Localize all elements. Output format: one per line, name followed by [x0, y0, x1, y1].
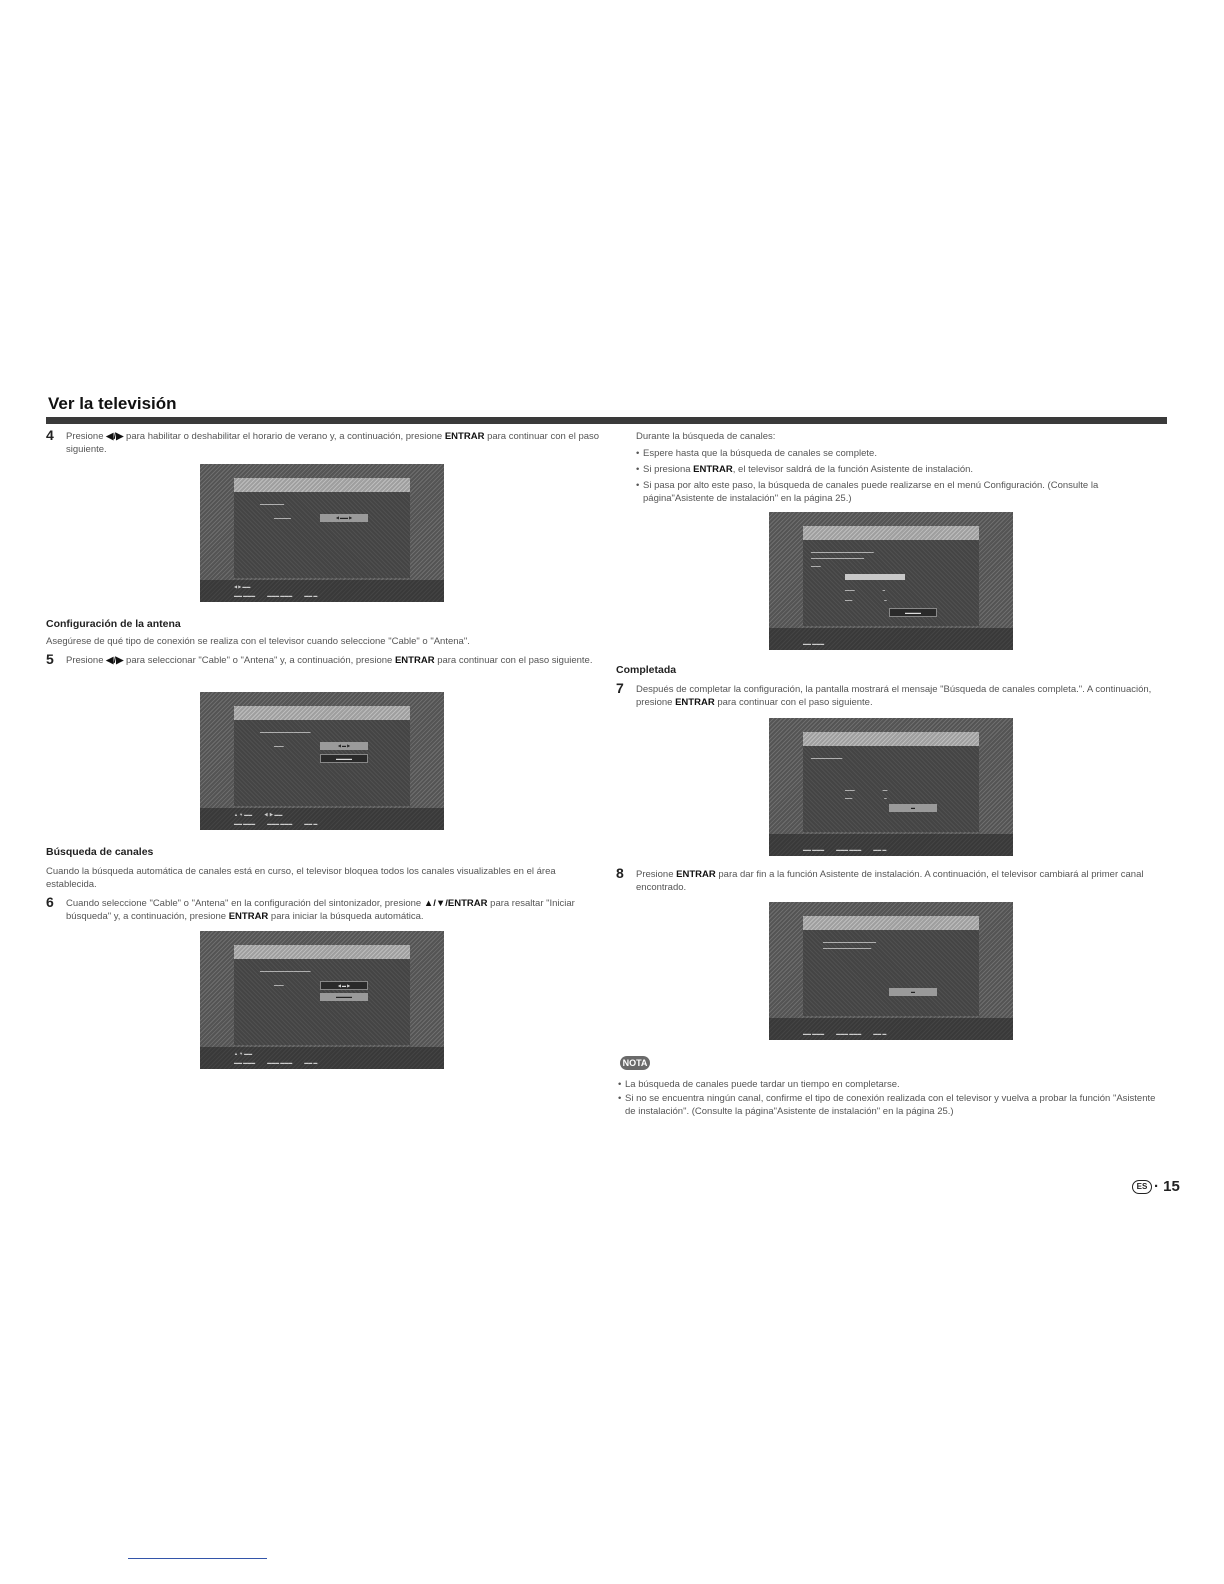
search-text: Cuando la búsqueda automática de canales está en curso, el televisor bloquea todos los canales visualizables en el área establecida. — [46, 866, 556, 890]
step-8-section — [616, 865, 1168, 894]
step-4: 4 Presione ◀/▶ para habilitar o deshabilitar el horario de verano y, a continuación, presione ENTRAR para continuar con el paso siguiente. — [46, 427, 600, 455]
screen-search-complete: ━━━━━━━━━━━━━ ━━━━ ━━ ━━━ ━ ▬ ▬▬ ▬▬▬ ▬▬▬ ▬▬▬ ▬▬ ▬ — [769, 718, 1013, 856]
search-bullets — [616, 447, 1168, 505]
completed-heading: Completada — [616, 664, 677, 676]
antenna-heading: Configuración de la antena — [46, 618, 181, 630]
antenna-section — [46, 618, 602, 667]
screen-daylight-saving: ━━━━━━━━━━ ━━━━━━━ ◀ ▬▬ ▶ ◀ ▶ ▬▬ ▬▬ ▬▬▬ ▬▬▬ ▬▬▬ ▬▬ ▬ — [200, 464, 444, 602]
title-rule — [46, 417, 1167, 424]
bottom-rule — [128, 1558, 267, 1559]
screen-searching: ━━━━━━━━━━━━━━━━━━━━━━━━━━ ━━━━━━━━━━━━━━━━━━━━━━ ━━━━ ━━━━ ━ ━━━ ━ ▬▬▬▬ ▬▬ ▬▬▬ — [769, 512, 1013, 650]
right-column — [616, 430, 1168, 508]
nota-badge: NOTA — [620, 1056, 650, 1070]
step-7: 7 Después de completar la configuración, la pantalla mostrará el mensaje "Búsqueda de canales completa.". A continuación, presione ENTRAR para continuar con el paso siguiente. — [616, 680, 1152, 708]
bullet-skip: • Si pasa por alto este paso, la búsqueda de canales puede realizarse en el menú Configuración. (Consulte la página"Asistente de instalación" en la página 25.) — [636, 479, 1168, 505]
channel-search-section — [46, 846, 602, 923]
screen-start-search: ━━━━━━━━━━━━━━━━━━━━━ ━━━━ ◀ ▬ ▶ ▬▬▬▬ ▲ ▼ ▬▬ ▬▬ ▬▬▬ ▬▬▬ ▬▬▬ ▬▬ ▬ — [200, 931, 444, 1069]
bullet-enter: • Si presiona ENTRAR, el televisor saldrá de la función Asistente de instalación. — [636, 463, 1168, 476]
nota-item: • La búsqueda de canales puede tardar un tiempo en completarse. — [618, 1078, 1168, 1091]
step-6: 6 Cuando seleccione "Cable" o "Antena" en la configuración del sintonizador, presione ▲/▼/ENTRAR para resaltar "Iniciar búsqueda" y, a continuación, presione ENTRAR para iniciar la búsqueda automática. — [46, 894, 575, 922]
nota-item: • Si no se encuentra ningún canal, confirme el tipo de conexión realizada con el televisor y vuelva a probar la función "Asistente de instalación". (Consulte la página"Asistente de instalación" en la página 25.) — [618, 1092, 1168, 1118]
search-intro: Durante la búsqueda de canales: — [636, 431, 776, 442]
step-5: 5 Presione ◀/▶ para seleccionar "Cable" o "Antena" y, a continuación, presione ENTRAR para continuar con el paso siguiente. — [46, 651, 593, 667]
nota-list — [618, 1078, 1168, 1119]
search-heading: Búsqueda de canales — [46, 846, 154, 858]
screen-finish: ━━━━━━━━━━━━━━━━━━━━━━ ━━━━━━━━━━━━━━━━━━━━ ▬ ▬▬ ▬▬▬ ▬▬▬ ▬▬▬ ▬▬ ▬ — [769, 902, 1013, 1040]
step-8: 8 Presione ENTRAR para dar fin a la función Asistente de instalación. A continuación, el televisor cambiará al primer canal encontrado. — [616, 865, 1144, 893]
left-column — [46, 427, 602, 456]
language-badge: ES — [1132, 1180, 1152, 1194]
page-number: ES · 15 — [1132, 1178, 1180, 1195]
bullet-wait: • Espere hasta que la búsqueda de canales se complete. — [636, 447, 1168, 460]
completed-section — [616, 664, 1168, 709]
page-title: Ver la televisión — [48, 394, 177, 413]
screen-antenna-setup: ━━━━━━━━━━━━━━━━━━━━━ ━━━━ ◀ ▬ ▶ ▬▬▬▬ ▲ ▼ ▬▬ ◀ ▶ ▬▬ ▬▬ ▬▬▬ ▬▬▬ ▬▬▬ ▬▬ ▬ — [200, 692, 444, 830]
antenna-text: Asegúrese de qué tipo de conexión se realiza con el televisor cuando seleccione "Cable" o "Antena". — [46, 636, 470, 647]
